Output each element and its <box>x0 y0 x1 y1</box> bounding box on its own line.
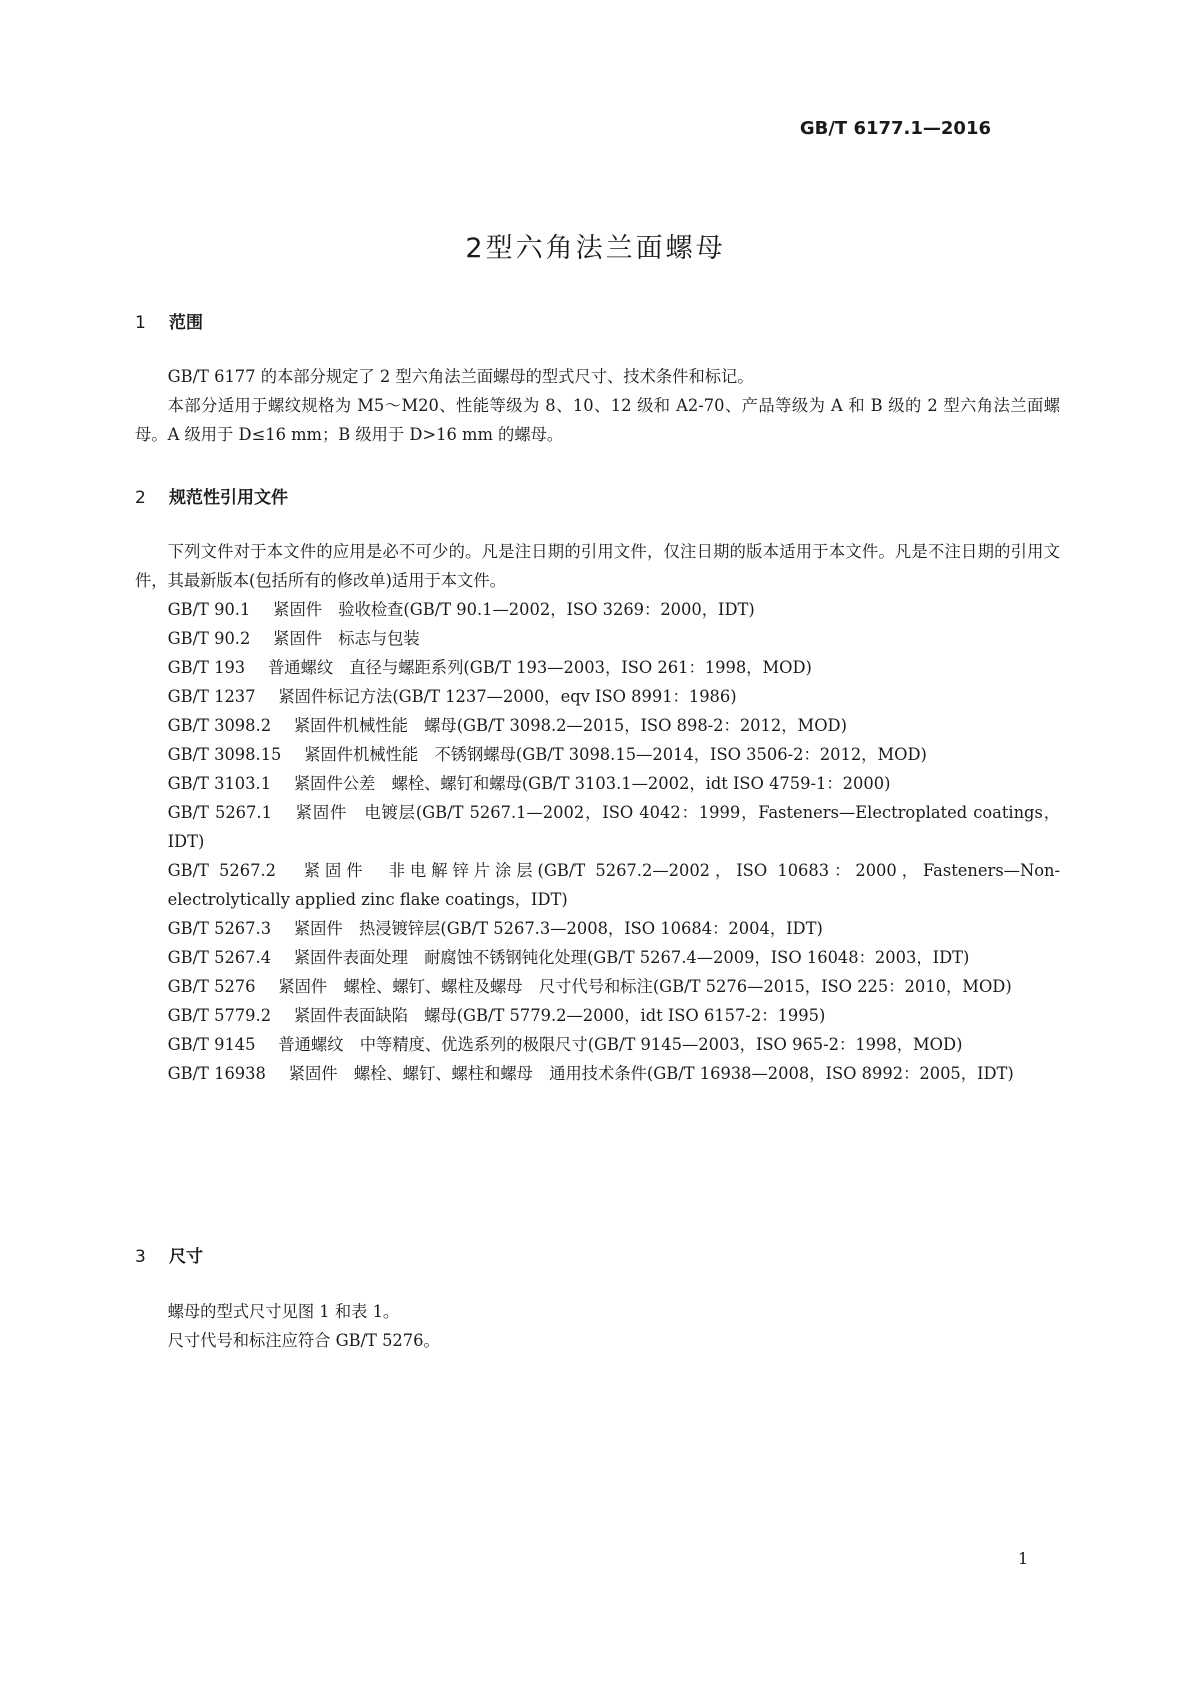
reference-text: 紧固件机械性能 不锈钢螺母(GB/T 3098.15—2014，ISO 3506-2：2012，MOD) <box>304 745 927 764</box>
paragraph: 尺寸代号和标注应符合 GB/T 5276。 <box>167 1331 440 1350</box>
reference-code: GB/T 5267.1 <box>167 803 272 822</box>
reference-text: 紧固件表面处理 耐腐蚀不锈钢钝化处理(GB/T 5267.4—2009，ISO 16048：2003，IDT) <box>293 948 970 967</box>
reference-item <box>135 1001 1060 1030</box>
reference-code: GB/T 5267.3 <box>167 919 272 938</box>
reference-text: 紧固件 热浸镀锌层(GB/T 5267.3—2008，ISO 10684：2004，IDT) <box>293 919 823 938</box>
reference-text: 紧固件 螺栓、螺钉、螺柱及螺母 尺寸代号和标注(GB/T 5276—2015，ISO 225：2010，MOD) <box>278 977 1012 996</box>
reference-item <box>135 856 1060 914</box>
reference-item <box>135 1030 1060 1059</box>
paragraph: 螺母的型式尺寸见图 1 和表 1。 <box>167 1302 400 1321</box>
section-number: 3 <box>135 1247 146 1267</box>
reference-text: 普通螺纹 直径与螺距系列(GB/T 193—2003，ISO 261：1998，MOD) <box>267 658 812 677</box>
section-number: 1 <box>135 313 146 333</box>
paragraph: 下列文件对于本文件的应用是必不可少的。凡是注日期的引用文件，仅注日期的版本适用于本文件。凡是不注日期的引用文件，其最新版本(包括所有的修改单)适用于本文件。 <box>135 542 1060 590</box>
reference-item <box>135 740 1060 769</box>
reference-item <box>135 798 1060 856</box>
reference-text: 紧固件机械性能 螺母(GB/T 3098.2—2015，ISO 898-2：2012，MOD) <box>293 716 847 735</box>
reference-text: 紧固件标记方法(GB/T 1237—2000，eqv ISO 8991：1986) <box>278 687 737 706</box>
reference-item <box>135 711 1060 740</box>
reference-code: GB/T 5276 <box>167 977 256 996</box>
reference-item <box>135 682 1060 711</box>
reference-item <box>135 595 1060 624</box>
reference-text: 普通螺纹 中等精度、优选系列的极限尺寸(GB/T 9145—2003，ISO 965-2：1998，MOD) <box>278 1035 963 1054</box>
paragraph: GB/T 6177 的本部分规定了 2 型六角法兰面螺母的型式尺寸、技术条件和标记。 <box>167 367 754 386</box>
section-2-body <box>135 537 1060 1088</box>
section-3-body <box>135 1297 1060 1355</box>
section-title: 范围 <box>169 313 203 333</box>
reference-item <box>135 653 1060 682</box>
reference-code: GB/T 16938 <box>167 1064 266 1083</box>
reference-item <box>135 943 1060 972</box>
reference-code: GB/T 90.1 <box>167 600 251 619</box>
reference-code: GB/T 1237 <box>167 687 256 706</box>
reference-text: 紧固件 验收检查(GB/T 90.1—2002，ISO 3269：2000，IDT) <box>273 600 755 619</box>
reference-code: GB/T 5267.4 <box>167 948 272 967</box>
page-number: 1 <box>1018 1549 1029 1568</box>
reference-code: GB/T 3103.1 <box>167 774 272 793</box>
section-3-heading <box>135 1242 203 1267</box>
reference-code: GB/T 9145 <box>167 1035 256 1054</box>
section-title: 尺寸 <box>169 1247 203 1267</box>
document-title: 2型六角法兰面螺母 <box>465 233 726 264</box>
reference-code: GB/T 3098.2 <box>167 716 272 735</box>
reference-code: GB/T 90.2 <box>167 629 251 648</box>
reference-code: GB/T 193 <box>167 658 246 677</box>
reference-item <box>135 769 1060 798</box>
section-1-body <box>135 362 1060 449</box>
reference-code: GB/T 5267.2 <box>167 861 277 880</box>
reference-text: 紧固件公差 螺栓、螺钉和螺母(GB/T 3103.1—2002，idt ISO 4759-1：2000) <box>293 774 891 793</box>
section-number: 2 <box>135 488 146 508</box>
reference-item <box>135 624 1060 653</box>
reference-text: 紧固件 螺栓、螺钉、螺柱和螺母 通用技术条件(GB/T 16938—2008，ISO 8992：2005，IDT) <box>288 1064 1014 1083</box>
reference-item <box>135 972 1060 1001</box>
reference-item <box>135 914 1060 943</box>
section-title: 规范性引用文件 <box>169 488 288 508</box>
section-1-heading <box>135 308 203 333</box>
reference-code: GB/T 3098.15 <box>167 745 282 764</box>
reference-code: GB/T 5779.2 <box>167 1006 272 1025</box>
paragraph: 本部分适用于螺纹规格为 M5～M20、性能等级为 8、10、12 级和 A2-70、产品等级为 A 和 B 级的 2 型六角法兰面螺母。A 级用于 D≤16 mm；B 级用于 D>16 mm 的螺母。 <box>135 396 1060 444</box>
reference-text: 紧固件 标志与包装 <box>273 629 420 648</box>
reference-text: 紧固件表面缺陷 螺母(GB/T 5779.2—2000，idt ISO 6157-2：1995) <box>293 1006 826 1025</box>
reference-text: 紧固件 非电解锌片涂层(GB/T 5267.2—2002，ISO 10683：2000，Fasteners—Non-electrolytically applied zinc flake coatings，IDT) <box>167 861 1060 909</box>
reference-text: 紧固件 电镀层(GB/T 5267.1—2002，ISO 4042：1999，Fasteners—Electroplated coatings，IDT) <box>167 803 1061 851</box>
standard-number: GB/T 6177.1—2016 <box>799 118 991 139</box>
reference-item <box>135 1059 1060 1088</box>
section-2-heading <box>135 483 288 508</box>
